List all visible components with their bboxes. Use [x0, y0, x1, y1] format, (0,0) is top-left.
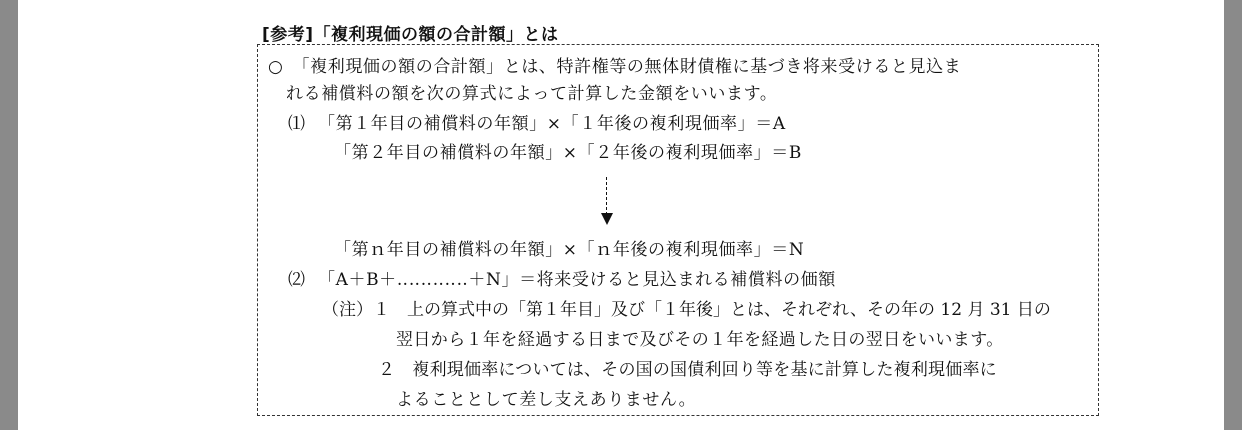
note-line-4: よることとして差し支えありません。 [396, 390, 697, 410]
document-page [18, 0, 1224, 430]
item-2-label: ⑵ [288, 270, 306, 290]
note-line-2: 翌日から１年を経過する日まで及びその１年を経過した日の翌日をいいます。 [396, 330, 1004, 350]
item-1-label: ⑴ [288, 114, 306, 134]
down-arrow-icon [606, 177, 607, 215]
intro-line-2: れる補償料の額を次の算式によって計算した金額をいいます。 [286, 84, 778, 104]
note-line-3: ２ 複利現価率については、その国の国債利回り等を基に計算した複利現価率に [378, 360, 997, 380]
sum-formula-line: 「A＋B＋‥‥‥‥‥‥＋N」＝将来受けると見込まれる補償料の価額 [318, 270, 836, 290]
note-line-1: （注）１ 上の算式中の「第１年目」及び「１年後」とは、それぞれ、その年の 12 月 31 日の [322, 300, 1051, 320]
reference-box [257, 44, 1099, 416]
formula-line-2: 「第２年目の補償料の年額」×「２年後の複利現価率」＝B [334, 143, 802, 163]
arrow-head-icon [601, 213, 613, 225]
section-heading: [参考]「複利現価の額の合計額」とは [262, 25, 559, 45]
formula-line-1: 「第１年目の補償料の年額」×「１年後の複利現価率」＝A [318, 114, 786, 134]
formula-line-n: 「第ｎ年目の補償料の年額」×「ｎ年後の複利現価率」＝N [334, 240, 805, 260]
intro-line-1: ○ 「複利現価の額の合計額」とは、特許権等の無体財債権に基づき将来受けると見込ま [268, 57, 962, 77]
